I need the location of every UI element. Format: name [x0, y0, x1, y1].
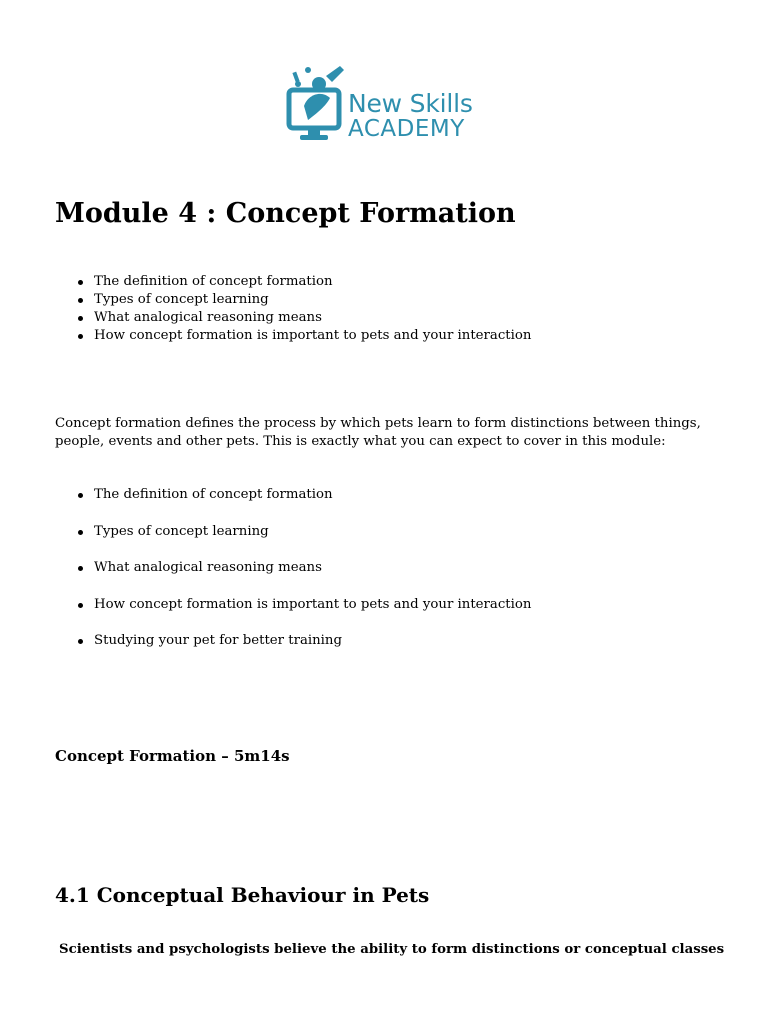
list-item: Types of concept learning: [78, 523, 531, 560]
list-item: The definition of concept formation: [78, 486, 531, 523]
logo-line-2: ACADEMY: [348, 116, 465, 142]
module-title: Module 4 : Concept Formation: [55, 198, 516, 229]
new-skills-academy-logo: [286, 62, 486, 144]
list-item: What analogical reasoning means: [78, 559, 531, 596]
list-item: Studying your pet for better training: [78, 632, 531, 669]
monitor-figure-icon: [286, 62, 350, 144]
list-item: Types of concept learning: [78, 291, 531, 309]
summary-list: [78, 273, 531, 345]
lead-text: Scientists and psychologists believe the ability to form distinctions or conceptual classes: [59, 942, 725, 957]
list-item: How concept formation is important to pets and your interaction: [78, 327, 531, 345]
list-item: The definition of concept formation: [78, 273, 531, 291]
section-heading: 4.1 Conceptual Behaviour in Pets: [55, 883, 430, 907]
list-item: How concept formation is important to pets and your interaction: [78, 596, 531, 633]
video-title: Concept Formation – 5m14s: [55, 747, 290, 765]
list-item: What analogical reasoning means: [78, 309, 531, 327]
module-topics-list: [78, 486, 531, 669]
logo-line-1: New Skills: [348, 89, 473, 118]
intro-paragraph: Concept formation defines the process by which pets learn to form distinctions between things, people, events and other pets. This is exactly what you can expect to cover in this module:: [55, 416, 701, 449]
